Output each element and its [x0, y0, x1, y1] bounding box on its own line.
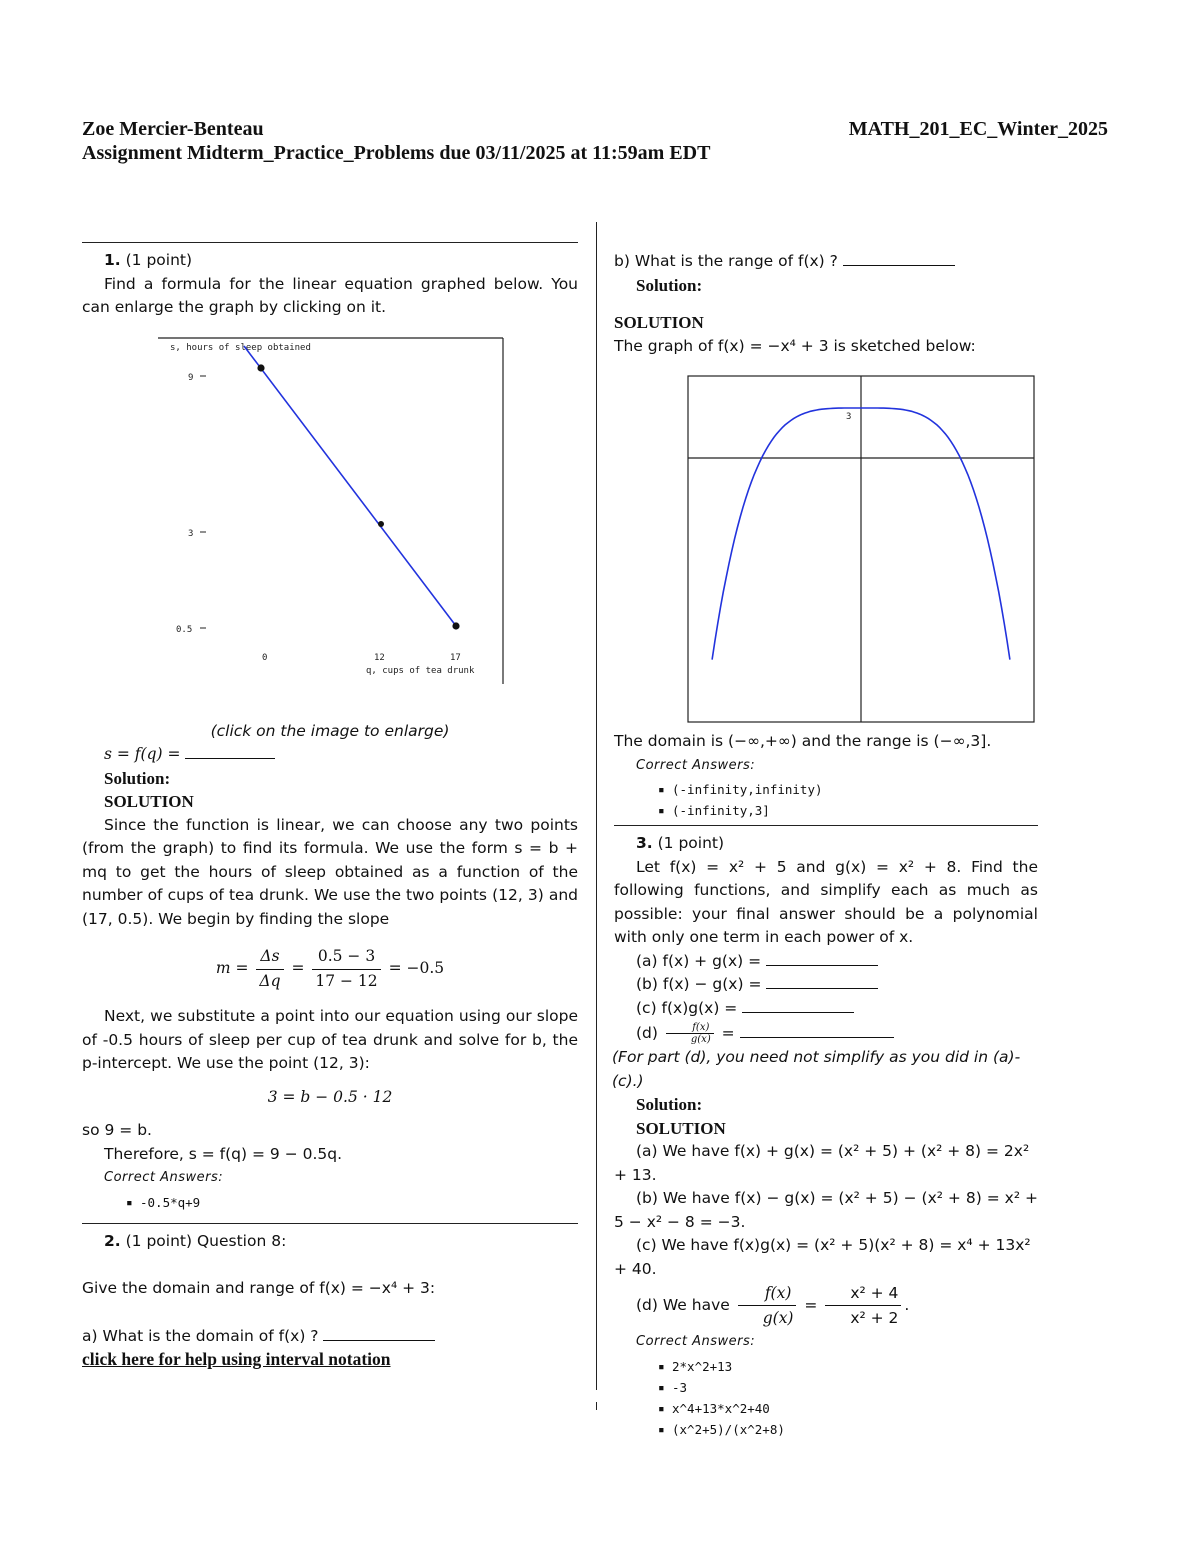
correct-answers-label: Correct Answers:	[636, 1334, 756, 1349]
x-tick-label-17: 17	[450, 652, 461, 663]
problem-prompt: Give the domain and range of f(x) = −x⁴ + 3:	[82, 1279, 436, 1297]
graph-y-label: s, hours of sleep obtained	[170, 342, 311, 353]
point-12-3	[378, 521, 384, 527]
question-d-fraction: $\frac{f(x)}{g(x)}$	[666, 1022, 714, 1045]
graph-x-label: q, cups of tea drunk	[366, 665, 475, 676]
domain-answer-blank[interactable]	[323, 1326, 435, 1341]
problem-3: 3. (1 point) Let f(x) = x² + 5 and g(x) = x² + 8. Find the following functions, and simplify each as much as possible: your final answer should be a polynomial with only one term in each power of x. (a) f(x) + g(x) = (b) f(x) − g(x) = (c) f(x)g(x) = (d) $\frac{f(x)}{g(x)}$ = (For part (d), you need not simplify as you did in (a)-(c).) Solution: SOLUTION (a) We have f(x) + g(x) = (x² + 5) + (x² + 8) = 2x² + 13. (b) We have f(x) − g(x) = (x² + 5) − (x² + 8) = x² + 5 − x² − 8 = −3. (c) We have f(x)g(x) = (x² + 5)(x² + 8) = x⁴ + 13x² + 40. (d) We have $\frac{f(x)}{g(x)}$ = $\frac{\text{x² + 4}}{\text{x² + 2}}$ . Correct Answers: ▪ 2*x^2+13 ▪ -3 ▪ x^4+13*x^2+40 ▪ (x^2+5)/(x^2+8)	[614, 832, 1038, 1440]
y-tick-label-3: 3	[188, 528, 194, 539]
problem-1	[82, 249, 578, 1213]
correct-answers-label: Correct Answers:	[636, 757, 756, 773]
slope-equation: m = $\frac{\Delta s}{\Delta q}$ = $\frac{0.5 - 3}{17 - 12}$ = −0.5	[215, 947, 445, 990]
question-c: (c) f(x)g(x) =	[636, 998, 738, 1017]
solution-label: Solution:	[104, 768, 171, 788]
solution-heading: SOLUTION	[614, 313, 704, 332]
linear-graph-image[interactable]	[82, 328, 578, 720]
problem-points: (1 point)	[657, 834, 725, 852]
solution-text-1: Since the function is linear, we can choose any two points (from the graph) to find its formula. We use the form s = b + mq to get the hours of sleep obtained as a function of the number of cups of tea drunk. We use the two points (12, 3) and (17, 0.5). We begin by finding the slope	[82, 815, 578, 928]
solution-text-2: Next, we substitute a point into our equation using our slope of -0.5 hours of sleep per cup of tea drunk and solve for b, the p-intercept. We use the point (12, 3):	[82, 1007, 578, 1072]
part-d-note: (For part (d), you need not simplify as you did in (a)-(c).)	[612, 1048, 1021, 1090]
right-column	[614, 250, 1038, 1444]
x-tick-label-12: 12	[374, 652, 385, 663]
domain-range-text: The domain is (−∞,+∞) and the range is (−∞,3].	[614, 732, 992, 750]
correct-answer-item: ▪ -3	[672, 1377, 1038, 1398]
assignment-title: Assignment Midterm_Practice_Problems due 03/11/2025 at 11:59am EDT	[82, 142, 711, 164]
solution-b: (b) We have f(x) − g(x) = (x² + 5) − (x² + 8) = x² + 5 − x² − 8 = −3.	[614, 1189, 1038, 1231]
correct-answer-item: ▪ (-infinity,3]	[672, 800, 1038, 821]
solution-label: Solution:	[636, 275, 703, 295]
solution-c: (c) We have f(x)g(x) = (x² + 5)(x² + 8) = x⁴ + 13x² + 40.	[614, 1236, 1031, 1278]
range-question: b) What is the range of f(x) ?	[614, 252, 838, 270]
answer-prefix: s = f(q) =	[104, 745, 181, 763]
problem-prompt: Find a formula for the linear equation graphed below. You can enlarge the graph by clicking on it.	[82, 274, 578, 316]
solution-heading: SOLUTION	[104, 792, 194, 811]
problem-divider	[82, 242, 578, 243]
point-17-0.5	[452, 622, 459, 629]
problem-points: (1 point)	[125, 251, 193, 269]
y-tick-label-9: 9	[188, 372, 194, 383]
answer-blank-b[interactable]	[766, 974, 878, 989]
so-line: so 9 = b.	[82, 1121, 152, 1139]
therefore-line: Therefore, s = f(q) = 9 − 0.5q.	[104, 1144, 343, 1163]
solution-label: Solution:	[636, 1095, 703, 1114]
interval-notation-help-link[interactable]: click here for help using interval notation	[82, 1349, 391, 1369]
correct-answer-item: ▪ x^4+13*x^2+40	[672, 1398, 1038, 1419]
sketch-text: The graph of f(x) = −x⁴ + 3 is sketched below:	[614, 336, 976, 355]
domain-question: a) What is the domain of f(x) ?	[82, 1326, 319, 1345]
course-name: MATH_201_EC_Winter_2025	[848, 118, 1108, 140]
image-caption: (click on the image to enlarge)	[210, 721, 450, 740]
problem-divider	[82, 1223, 578, 1224]
question-a: (a) f(x) + g(x) =	[636, 951, 762, 970]
substitution-equation: 3 = b − 0.5 · 12	[267, 1087, 393, 1106]
answer-blank-d[interactable]	[740, 1023, 894, 1038]
answer-blank-1[interactable]	[185, 744, 275, 759]
x-tick-label-0: 0	[262, 652, 268, 663]
correct-answers-list	[82, 1192, 578, 1213]
correct-answer-item: ▪ (x^2+5)/(x^2+8)	[672, 1419, 1038, 1440]
quartic-graph-image	[614, 366, 1038, 730]
correct-answer-item: ▪ 2*x^2+13	[672, 1356, 1038, 1377]
point-0-9	[257, 364, 264, 371]
solution-heading: SOLUTION	[636, 1118, 726, 1138]
problem-prompt: Let f(x) = x² + 5 and g(x) = x² + 8. Find the following functions, and simplify each as much as possible: your final answer should be a polynomial with only one term in each power of x.	[614, 857, 1038, 946]
problem-number: 3.	[636, 834, 653, 852]
question-b: (b) f(x) − g(x) =	[636, 975, 762, 993]
correct-answer-item: ▪ -0.5*q+9	[140, 1192, 578, 1213]
problem-number: 2.	[104, 1231, 121, 1250]
problem-2	[82, 1230, 578, 1373]
left-column	[82, 242, 578, 1373]
y-tick-label-0.5: 0.5	[176, 624, 193, 635]
problem-points: (1 point) Question 8:	[125, 1231, 287, 1250]
solution-a: (a) We have f(x) + g(x) = (x² + 5) + (x² + 8) = 2x² + 13.	[614, 1142, 1030, 1184]
range-answer-blank[interactable]	[843, 251, 955, 266]
answer-blank-c[interactable]	[742, 998, 854, 1013]
solution-d: (d) We have $\frac{f(x)}{g(x)}$ = $\frac{\text{x² + 4}}{\text{x² + 2}}$ .	[614, 1281, 1038, 1330]
correct-answers-list	[614, 1356, 1038, 1440]
linear-function-line	[244, 346, 456, 626]
correct-answer-item: ▪ (-infinity,infinity)	[672, 779, 1038, 800]
student-name: Zoe Mercier-Benteau	[82, 118, 264, 140]
problem-divider	[614, 825, 1038, 826]
y-tick-label-3: 3	[846, 412, 852, 422]
problem-number: 1.	[104, 251, 121, 269]
answer-blank-a[interactable]	[766, 951, 878, 966]
correct-answers-list	[614, 779, 1038, 821]
question-d-prefix: (d)	[636, 1024, 658, 1042]
column-divider	[596, 222, 597, 1390]
correct-answers-label: Correct Answers:	[104, 1170, 224, 1185]
column-divider-tail	[596, 1402, 597, 1410]
